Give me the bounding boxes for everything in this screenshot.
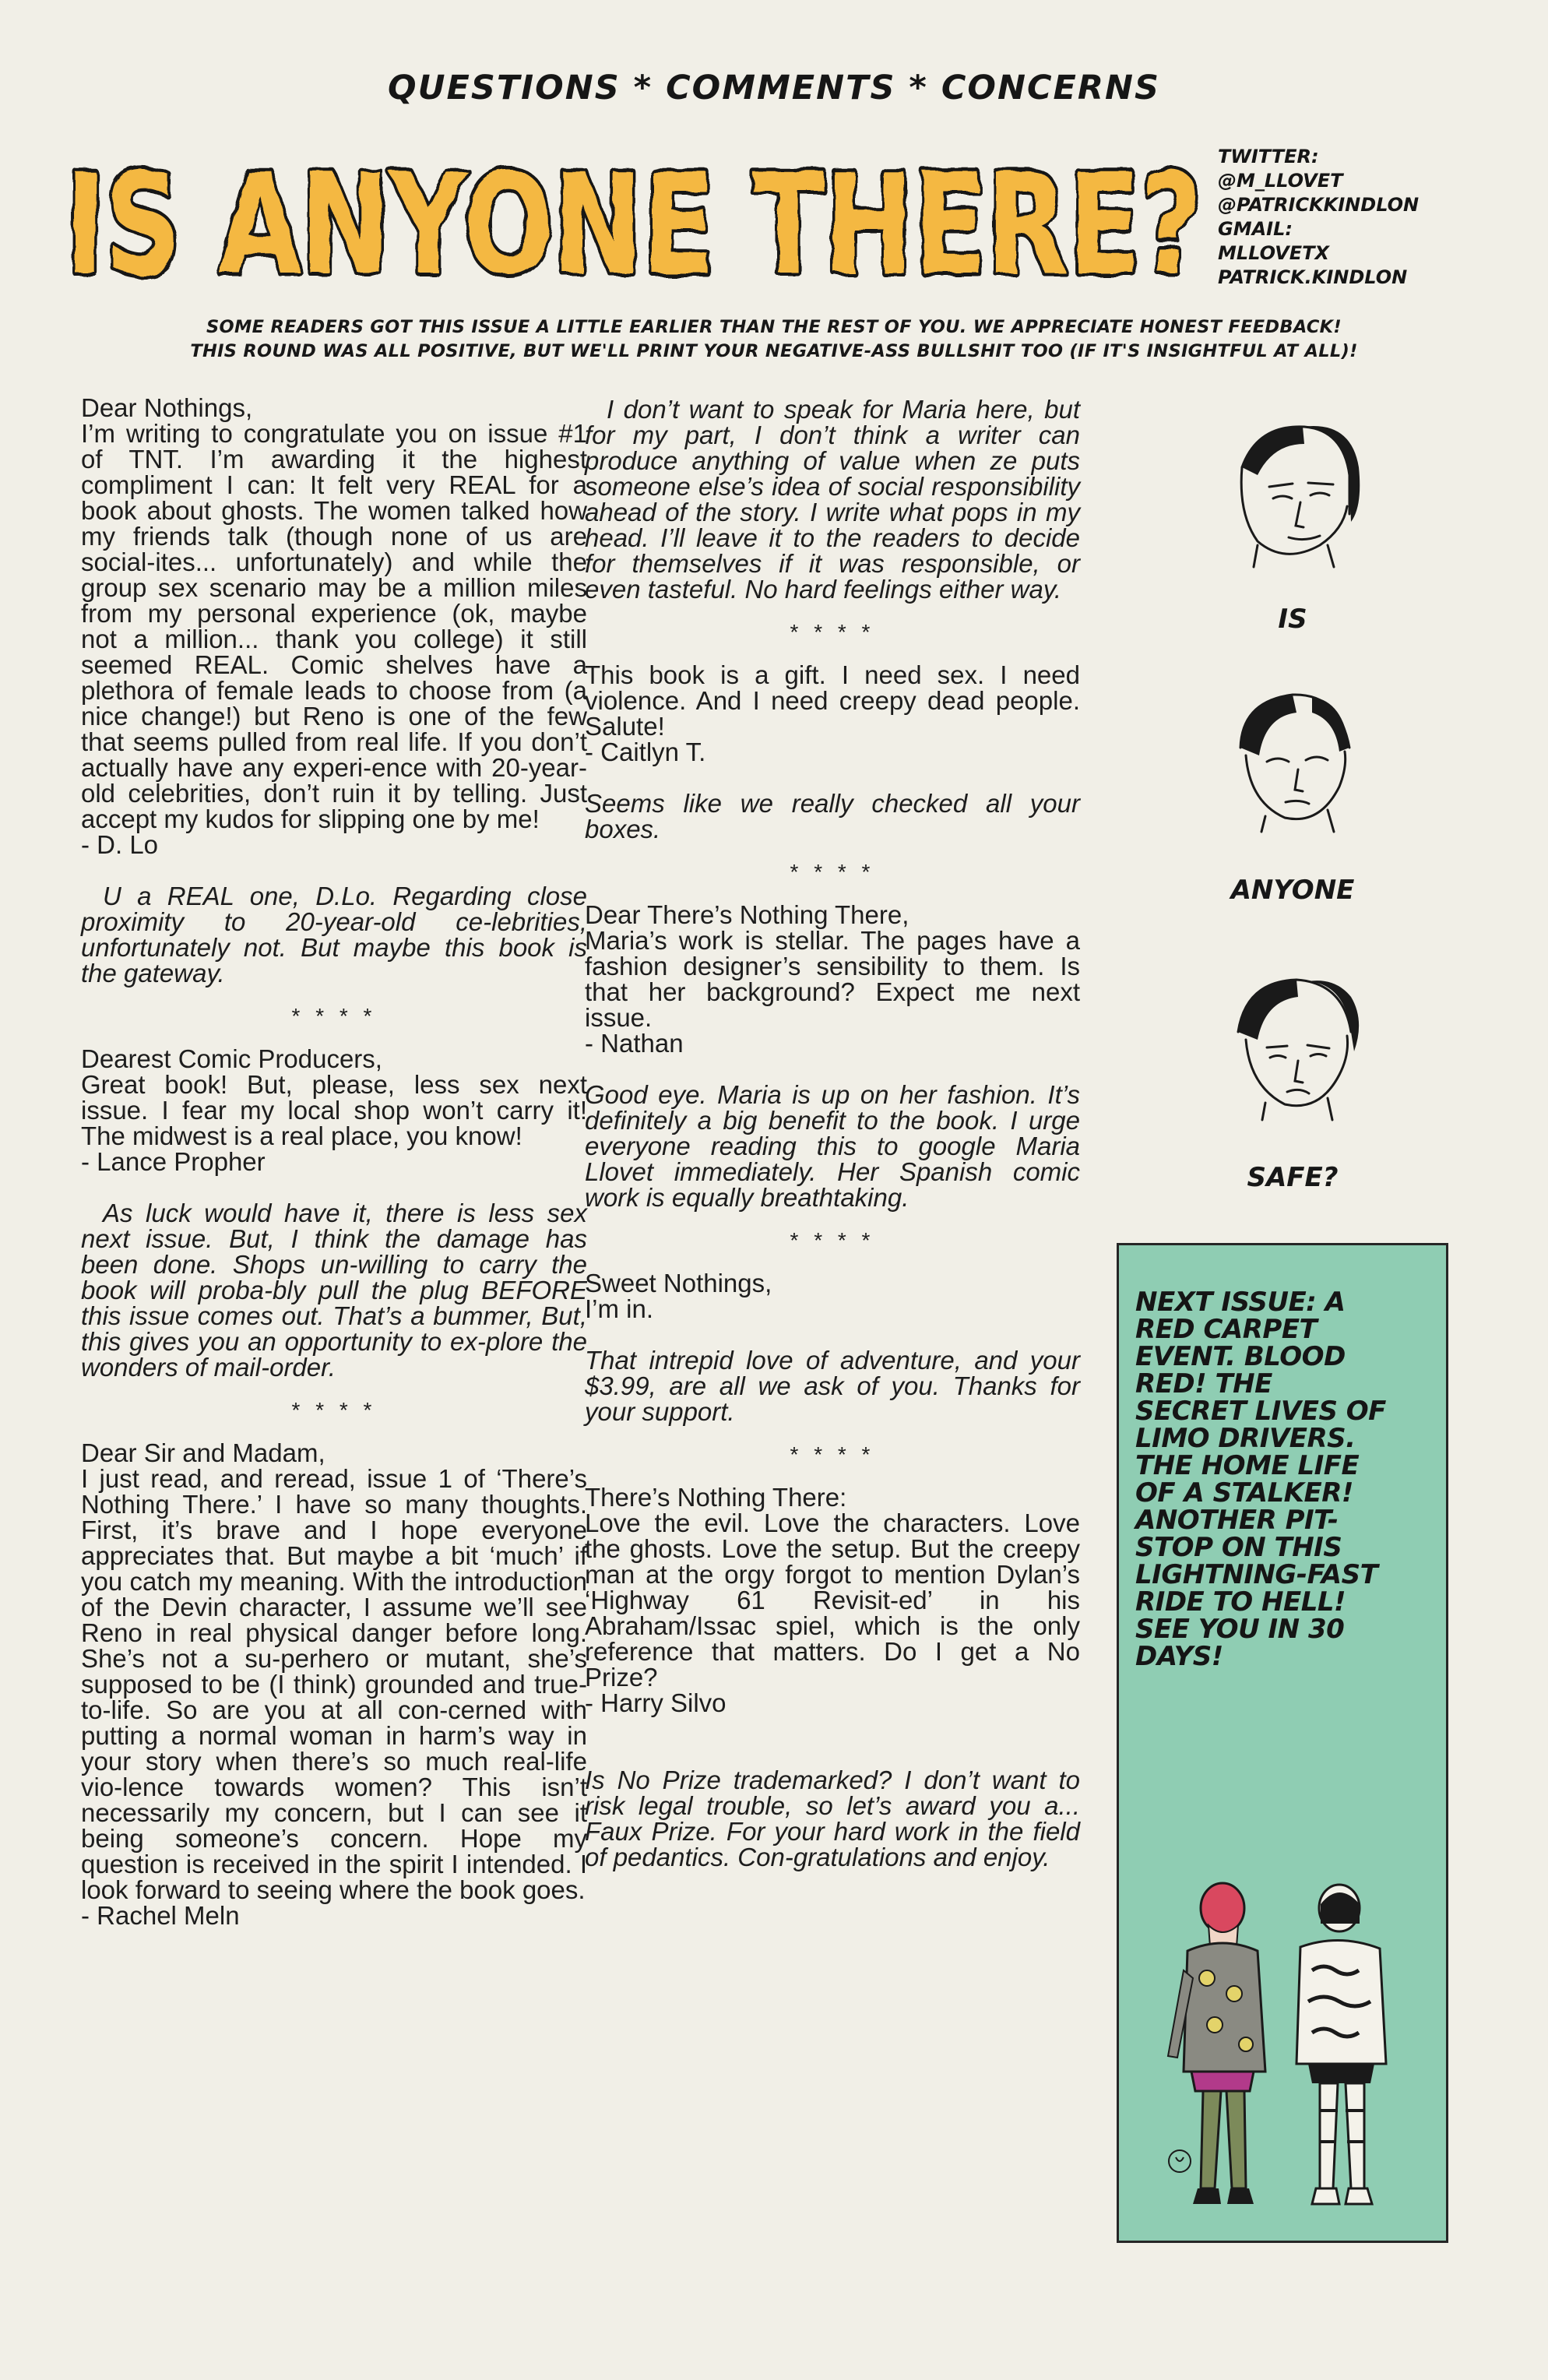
caption-safe: SAFE? <box>1247 1162 1339 1193</box>
letter-greeting: There’s Nothing There: <box>585 1483 847 1512</box>
intro-line-2: THIS ROUND WAS ALL POSITIVE, BUT WE'LL PRINT YOUR NEGATIVE-ASS BULLSHIT TOO (IF IT'S INSIGHTFUL AT ALL)! <box>190 341 1358 361</box>
face-illustration-2 <box>1211 678 1374 833</box>
letters-column-1 <box>81 395 587 1928</box>
next-issue-text <box>1135 1289 1447 1671</box>
intro-note <box>0 315 1548 364</box>
next-issue-line: SEE YOU IN 30 <box>1135 1614 1345 1645</box>
separator: * * * * <box>790 1228 875 1252</box>
caption-is: IS <box>1278 604 1307 635</box>
face-illustration-3 <box>1211 966 1374 1121</box>
letter-signature: - Rachel Meln <box>81 1901 240 1930</box>
editor-reply: Seems like we really checked all your boxes. <box>585 789 1080 843</box>
letter-signature: - Lance Propher <box>81 1147 266 1176</box>
face-illustration-1 <box>1211 413 1374 569</box>
letter-body: I’m in. <box>585 1294 654 1323</box>
caption-anyone: ANYONE <box>1230 875 1355 906</box>
next-issue-line: RED CARPET <box>1135 1314 1318 1345</box>
letter-greeting: Dear There’s Nothing There, <box>585 900 909 929</box>
next-issue-line: EVENT. BLOOD <box>1135 1341 1346 1372</box>
next-issue-line: THE HOME LIFE <box>1135 1450 1360 1481</box>
contact-twitter-label: TWITTER: <box>1218 146 1319 167</box>
separator: * * * * <box>790 860 875 884</box>
next-issue-line: DAYS! <box>1135 1641 1223 1672</box>
letters-column-2 <box>585 396 1080 1870</box>
separator: * * * * <box>291 1004 377 1028</box>
next-issue-line: RIDE TO HELL! <box>1135 1586 1346 1618</box>
editor-reply: That intrepid love of adventure, and your $3.99, are all we ask of you. Thanks for your support. <box>585 1346 1080 1426</box>
next-issue-line: STOP ON THIS <box>1135 1532 1342 1563</box>
letter-body: Maria’s work is stellar. The pages have a fashion designer’s sensibility to them. Is that her background? Expect me next issue. <box>585 926 1080 1032</box>
contact-list <box>1218 145 1529 290</box>
letter-signature: - D. Lo <box>81 830 159 859</box>
next-issue-line: OF A STALKER! <box>1135 1477 1353 1509</box>
letter-body: Great book! But, please, less sex next issue. I fear my local shop won’t carry it! The midwest is a real place, you know! <box>81 1070 587 1150</box>
separator: * * * * <box>790 620 875 644</box>
letter-signature: - Harry Silvo <box>585 1688 727 1717</box>
editor-reply: Is No Prize trademarked? I don’t want to risk legal trouble, so let’s award you a... Faux Prize. For your hard work in the field of pedantics. Con-gratulations and enjoy. <box>585 1766 1080 1871</box>
next-issue-line: SECRET LIVES OF <box>1135 1396 1386 1427</box>
intro-line-1: SOME READERS GOT THIS ISSUE A LITTLE EARLIER THAN THE REST OF YOU. WE APPRECIATE HONEST FEEDBACK! <box>206 317 1342 337</box>
page-title <box>62 132 1215 296</box>
contact-twitter-handle-2[interactable]: @PATRICKKINDLON <box>1218 194 1420 216</box>
separator: * * * * <box>790 1442 875 1466</box>
title-text: IS ANYONE THERE? <box>65 144 1202 296</box>
next-issue-line: NEXT ISSUE: A <box>1135 1287 1346 1318</box>
letter-body: Love the evil. Love the characters. Love the ghosts. Love the setup. But the creepy man at the orgy forgot to mention Dylan’s ‘Highway 61 Revisit-ed’ in his Abraham/Issac spiel, which is the only reference that matters. Do I get a No Prize? <box>585 1509 1080 1692</box>
editor-reply: As luck would have it, there is less sex next issue. But, I think the damage has been done. Shops un-willing to carry the book will proba-bly pull the plug BEFORE this issue comes out. That’s a bummer, But, this gives you an opportunity to ex-plore the wonders of mail-order. <box>81 1199 587 1382</box>
letter-body: I just read, and reread, issue 1 of ‘There’s Nothing There.’ I have so many thoughts. First, it’s brave and I hope everyone appreciates that. But maybe a bit ‘much’ if you catch my meaning. With the introduction of the Devin character, I assume we’ll see Reno in real physical danger before long. She’s not a su-perhero or mutant, she’s supposed to be (I think) grounded and true-to-life. So are you at all con-cerned with putting a normal woman in harm’s way in your story when there’s so much real-life vio-lence towards women? This isn’t necessarily my concern, but I can see it being someone’s concern. Hope my question is received in the spirit I intended. I look forward to seeing where the book goes. <box>81 1464 587 1904</box>
next-issue-line: LIGHTNING-FAST <box>1135 1559 1378 1590</box>
letter-greeting: Sweet Nothings, <box>585 1269 772 1297</box>
contact-gmail-2[interactable]: PATRICK.KINDLON <box>1218 266 1408 288</box>
editor-reply: Good eye. Maria is up on her fashion. It’s definitely a big benefit to the book. I urge everyone reading this to google Maria Llovet immediately. Her Spanish comic work is equally breathtaking. <box>585 1080 1080 1212</box>
separator: * * * * <box>291 1398 377 1422</box>
contact-gmail-label: GMAIL: <box>1218 218 1293 240</box>
next-issue-line: ANOTHER PIT- <box>1135 1505 1339 1536</box>
letter-greeting: Dear Nothings, <box>81 393 253 422</box>
characters-illustration <box>1160 1877 1409 2220</box>
letter-greeting: Dear Sir and Madam, <box>81 1438 325 1467</box>
letter-greeting: Dearest Comic Producers, <box>81 1044 382 1073</box>
contact-gmail-1[interactable]: MLLOVETX <box>1218 242 1330 264</box>
editor-reply: U a REAL one, D.Lo. Regarding close proximity to 20-year-old ce-lebrities, unfortunately not. But maybe this book is the gateway. <box>81 882 587 988</box>
contact-twitter-handle-1[interactable]: @M_LLOVET <box>1218 170 1343 192</box>
editor-reply: I don’t want to speak for Maria here, but for my part, I don’t think a writer can produce anything of value when ze puts someone else’s idea of social responsibility ahead of the story. I write what pops in my head. I’ll leave it to the readers to decide for themselves if it was responsible, or even tasteful. No hard feelings either way. <box>585 395 1080 604</box>
next-issue-line: RED! THE <box>1135 1368 1272 1399</box>
letter-signature: - Nathan <box>585 1029 684 1058</box>
letter-body: I’m writing to congratulate you on issue #1 of TNT. I’m awarding it the highest compliment I can: It felt very REAL for a book about ghosts. The women talked how my friends talk (though none of us are social-ites... unfortunately) and while the group sex scenario may be a million miles from my personal experience (ok, maybe not a million... thank you college) it still seemed REAL. Comic shelves have a plethora of female leads to choose from (a nice change!) but Reno is one of the few that seems pulled from real life. If you don’t actually have any experi-ence with 20-year-old celebrities, don’t ruin it by telling. Just accept my kudos for slipping one by me! <box>81 419 587 833</box>
next-issue-line: LIMO DRIVERS. <box>1135 1423 1356 1454</box>
letter-signature: - Caitlyn T. <box>585 738 706 766</box>
letter-body: This book is a gift. I need sex. I need violence. And I need creepy dead people. Salute! <box>585 660 1080 741</box>
section-kicker: QUESTIONS * COMMENTS * CONCERNS <box>388 69 1160 107</box>
